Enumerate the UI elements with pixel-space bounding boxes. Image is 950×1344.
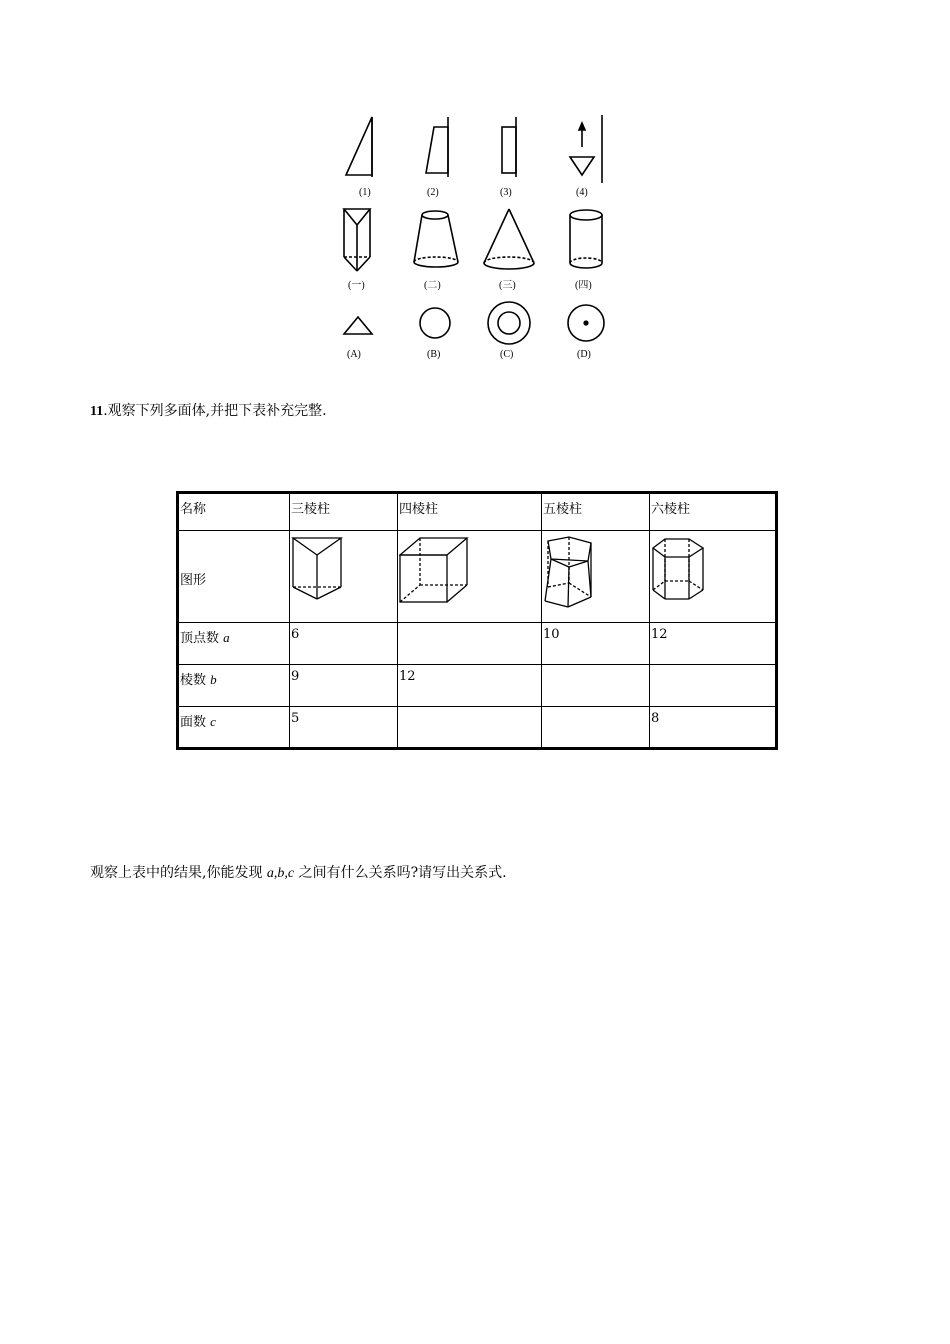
followup-suffix: 之间有什么关系吗?请写出关系式. xyxy=(294,865,507,881)
figure-row-label: 图形 xyxy=(178,531,290,623)
view-circle xyxy=(420,308,450,338)
cell-vertices-hexa: 12 xyxy=(650,623,777,665)
figure-tri-prism xyxy=(290,531,398,623)
shape-2-trapezoid xyxy=(426,117,448,177)
row-label-edges: 棱数 b xyxy=(178,665,290,707)
cell-edges-tri: 9 xyxy=(290,665,398,707)
label-si: (四) xyxy=(575,280,592,291)
question-number: 11 xyxy=(90,404,104,419)
followup-prefix: 观察上表中的结果,你能发现 xyxy=(90,865,267,881)
header-quad-prism: 四棱柱 xyxy=(398,493,542,531)
rotation-figure xyxy=(330,105,620,370)
polyhedra-table xyxy=(176,491,778,750)
shape-3-rectangle xyxy=(502,117,516,177)
cell-faces-tri: 5 xyxy=(290,707,398,749)
followup-vars: a,b,c xyxy=(266,866,295,881)
table-row xyxy=(178,493,777,531)
row-label-vertices: 顶点数 a xyxy=(178,623,290,665)
header-tri-prism: 三棱柱 xyxy=(290,493,398,531)
label-1: (1) xyxy=(359,187,371,198)
table-row xyxy=(178,531,777,623)
label-3: (3) xyxy=(500,187,512,198)
label-b: (B) xyxy=(427,349,441,360)
shape-1-triangle xyxy=(346,117,372,177)
cell-vertices-quad[interactable] xyxy=(398,623,542,665)
header-name: 名称 xyxy=(178,493,290,531)
label-san: (三) xyxy=(499,280,516,291)
cell-vertices-penta: 10 xyxy=(542,623,650,665)
view-triangle xyxy=(344,317,372,334)
solid-cone xyxy=(484,209,534,269)
row-label-faces: 面数 c xyxy=(178,707,290,749)
label-d: (D) xyxy=(577,349,591,360)
solid-triangular-prism xyxy=(344,209,370,271)
label-yi: (一) xyxy=(348,280,365,291)
header-penta-prism: 五棱柱 xyxy=(542,493,650,531)
label-c: (C) xyxy=(500,349,514,360)
cell-edges-quad: 12 xyxy=(398,665,542,707)
header-hexa-prism: 六棱柱 xyxy=(650,493,777,531)
figure-quad-prism xyxy=(398,531,542,623)
figure-hexa-prism xyxy=(650,531,777,623)
solid-cylinder xyxy=(570,210,602,268)
view-ring xyxy=(488,302,530,344)
question-11 xyxy=(90,400,327,420)
cell-faces-hexa: 8 xyxy=(650,707,777,749)
question-text: .观察下列多面体,并把下表补充完整. xyxy=(103,403,327,419)
table-row xyxy=(178,707,777,749)
view-circle-with-center xyxy=(568,305,604,341)
shape-4-triangle-with-arrow xyxy=(570,115,602,183)
cell-edges-hexa[interactable] xyxy=(650,665,777,707)
figure-penta-prism xyxy=(542,531,650,623)
label-er: (二) xyxy=(424,280,441,291)
cell-edges-penta[interactable] xyxy=(542,665,650,707)
label-a: (A) xyxy=(347,349,361,360)
cell-faces-quad[interactable] xyxy=(398,707,542,749)
cell-vertices-tri: 6 xyxy=(290,623,398,665)
solid-frustum xyxy=(414,211,458,267)
label-4: (4) xyxy=(576,187,588,198)
table-row xyxy=(178,623,777,665)
cell-faces-penta[interactable] xyxy=(542,707,650,749)
followup-question xyxy=(90,862,507,882)
table-row xyxy=(178,665,777,707)
label-2: (2) xyxy=(427,187,439,198)
